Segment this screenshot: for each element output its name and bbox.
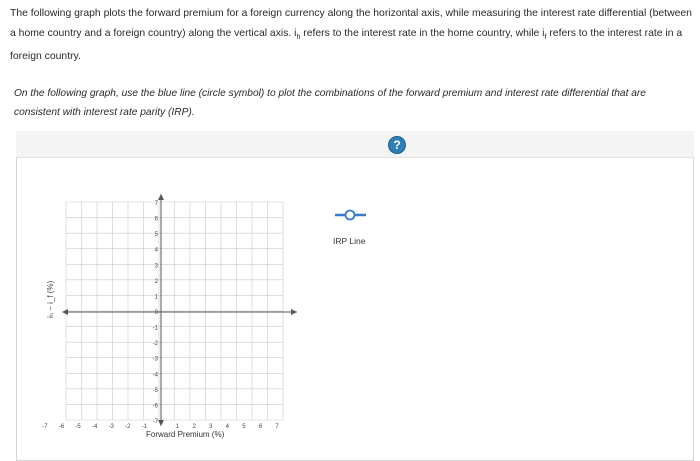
x-tick-label: 7 [275, 424, 279, 430]
x-tick-label: -5 [75, 424, 81, 430]
y-tick-label: 3 [154, 263, 158, 270]
intro-line-3: foreign country. [10, 51, 81, 63]
instruction-line-1: On the following graph, use the blue line (circle symbol) to plot the combinations of the forward premium and interest rate differential that are [14, 88, 646, 99]
x-tick-label: 4 [225, 424, 230, 430]
y-tick-label: -6 [152, 403, 158, 410]
y-tick-label: -2 [152, 341, 158, 348]
x-tick-label: -1 [141, 424, 148, 430]
x-axis-title: Forward Premium (%) [146, 430, 225, 439]
x-tick-label: -4 [91, 424, 98, 430]
y-tick-label: 4 [154, 247, 158, 254]
intro-line-2b: refers to the interest rate in the home country, while i [300, 27, 545, 39]
x-axis-arrow-left [62, 309, 68, 315]
intro-sub-f: f [544, 33, 547, 41]
x-tick-label: 6 [258, 424, 263, 430]
y-tick-label: -3 [152, 356, 158, 363]
y-axis-arrow-up [158, 194, 164, 200]
y-tick-label: -1 [152, 325, 158, 332]
y-axis-arrow-down [158, 420, 164, 426]
x-tick-label: 3 [209, 424, 213, 430]
x-axis-arrow-right [291, 309, 297, 315]
y-tick-label: -5 [152, 387, 158, 394]
y-tick-label: 1 [154, 294, 158, 301]
x-tick-label: 1 [175, 424, 180, 430]
y-tick-label: 5 [154, 232, 158, 239]
y-tick-label: 2 [154, 278, 158, 285]
intro-line-1: The following graph plots the forward premium for a foreign currency along the horizontal axis, while measuring the interest rate differential (between [10, 8, 692, 19]
circle-icon [346, 211, 355, 220]
x-tick-label: -6 [58, 424, 65, 430]
x-tick-label: -3 [108, 424, 114, 430]
y-tick-label: -4 [152, 372, 158, 379]
intro-line-2: a home country and a foreign country) along the vertical axis. i [10, 27, 297, 39]
x-tick-label: -2 [125, 424, 131, 430]
x-tick-label: -7 [42, 424, 48, 430]
y-tick-label: 0 [154, 310, 158, 316]
x-tick-label: 5 [242, 424, 246, 430]
x-tick-label: 2 [192, 424, 196, 430]
intro-line-2c: refers to the interest rate in a [546, 27, 683, 39]
legend-label: IRP Line [333, 236, 366, 246]
y-tick-label: -7 [152, 419, 158, 425]
y-tick-label: 7 [154, 201, 158, 207]
y-axis-title: iₕ − i_f (%) [46, 280, 55, 318]
help-button[interactable]: ? [388, 136, 406, 154]
instruction-line-2: consistent with interest rate parity (IRP). [14, 107, 195, 118]
y-tick-label: 6 [154, 216, 158, 223]
intro-sub-h: h [296, 33, 301, 41]
